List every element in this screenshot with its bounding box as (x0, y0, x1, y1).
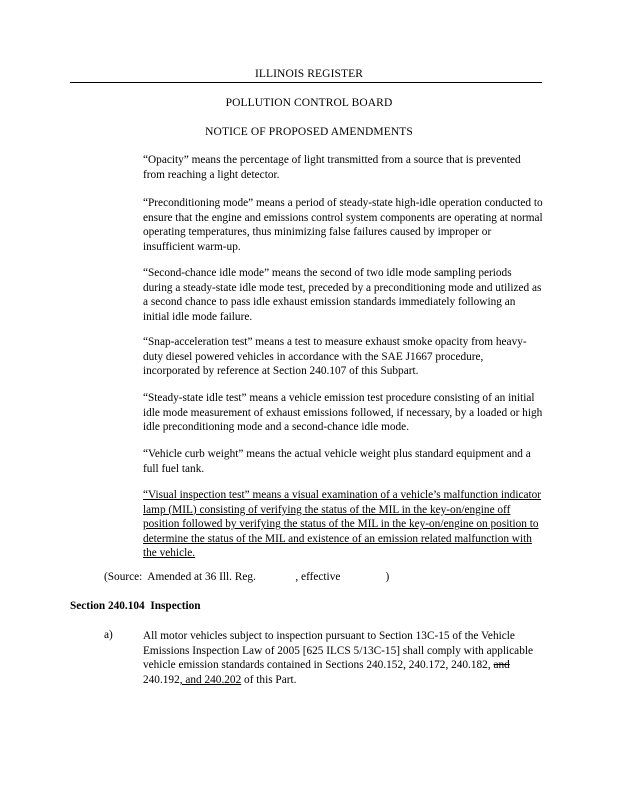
item-a-body: All motor vehicles subject to inspection pursuant to Section 13C-15 of the Vehicle Emissions Inspection Law of 2005 [625 ILCS 5/13C-15] shall comply with applicable vehicle emission standards contained in Sections 240.152, 240.172, 240.182, (143, 630, 534, 672)
board-title: POLLUTION CONTROL BOARD (225, 97, 393, 109)
register-title: ILLINOIS REGISTER (254, 68, 364, 80)
source-close: ) (385, 571, 390, 583)
definition-snap-acceleration-test: “Snap-acceleration test” means a test to measure exhaust smoke opacity from heavy-duty diesel powered vehicles in accordance with the SAE J1667 procedure, incorporated by reference at Section 240.107 of this Subpart. (143, 336, 527, 378)
source-prefix: (Source: Amended at 36 Ill. Reg. (104, 571, 256, 583)
inserted-text: , and 240.202 (179, 673, 242, 686)
definition-opacity: “Opacity” means the percentage of light transmitted from a source that is prevented from reaching a light detector. (143, 154, 521, 181)
definition-visual-inspection-test: “Visual inspection test” means a visual examination of a vehicle’s malfunction indicator lamp (MIL) consisting of verifying the status of the MIL in the key-on/engine off position followed by verifying the status of the MIL in the key-on/engine on position to determine the status of the MIL and existence of an emission related malfunction with the vehicle. (143, 489, 542, 560)
notice-title: NOTICE OF PROPOSED AMENDMENTS (205, 126, 413, 138)
item-label: a) (104, 629, 113, 641)
struck-text: and (493, 659, 510, 672)
definition-steady-state-idle-test: “Steady-state idle test” means a vehicle emission test procedure consisting of an initial idle mode measurement of exhaust emissions followed, if necessary, by a loaded or high idle preconditioning mode and a second-chance idle mode. (143, 392, 543, 434)
definition-vehicle-curb-weight: “Vehicle curb weight” means the actual vehicle weight plus standard equipment and a full fuel tank. (143, 448, 531, 475)
item-a-end: of this Part. (244, 673, 297, 686)
section-heading: Section 240.104 Inspection (70, 600, 201, 612)
header-rule (70, 82, 542, 83)
item-a-section: 240.192 (143, 673, 180, 686)
source-note (104, 571, 389, 583)
source-effective: , effective (295, 571, 341, 583)
item-a-text (143, 629, 543, 687)
definition-second-chance-idle-mode: “Second-chance idle mode” means the second of two idle mode sampling periods during a steady-state idle mode test, preceded by a preconditioning mode and utilized as a second chance to pass idle exhaust emission standards immediately following an initial idle mode failure. (143, 267, 542, 323)
definition-preconditioning-mode: “Preconditioning mode” means a period of steady-state high-idle operation conducted to ensure that the engine and emissions control system components are operating at normal operating temperatures, thus minimizing false failures caused by improper or insufficient warm-up. (143, 197, 543, 253)
